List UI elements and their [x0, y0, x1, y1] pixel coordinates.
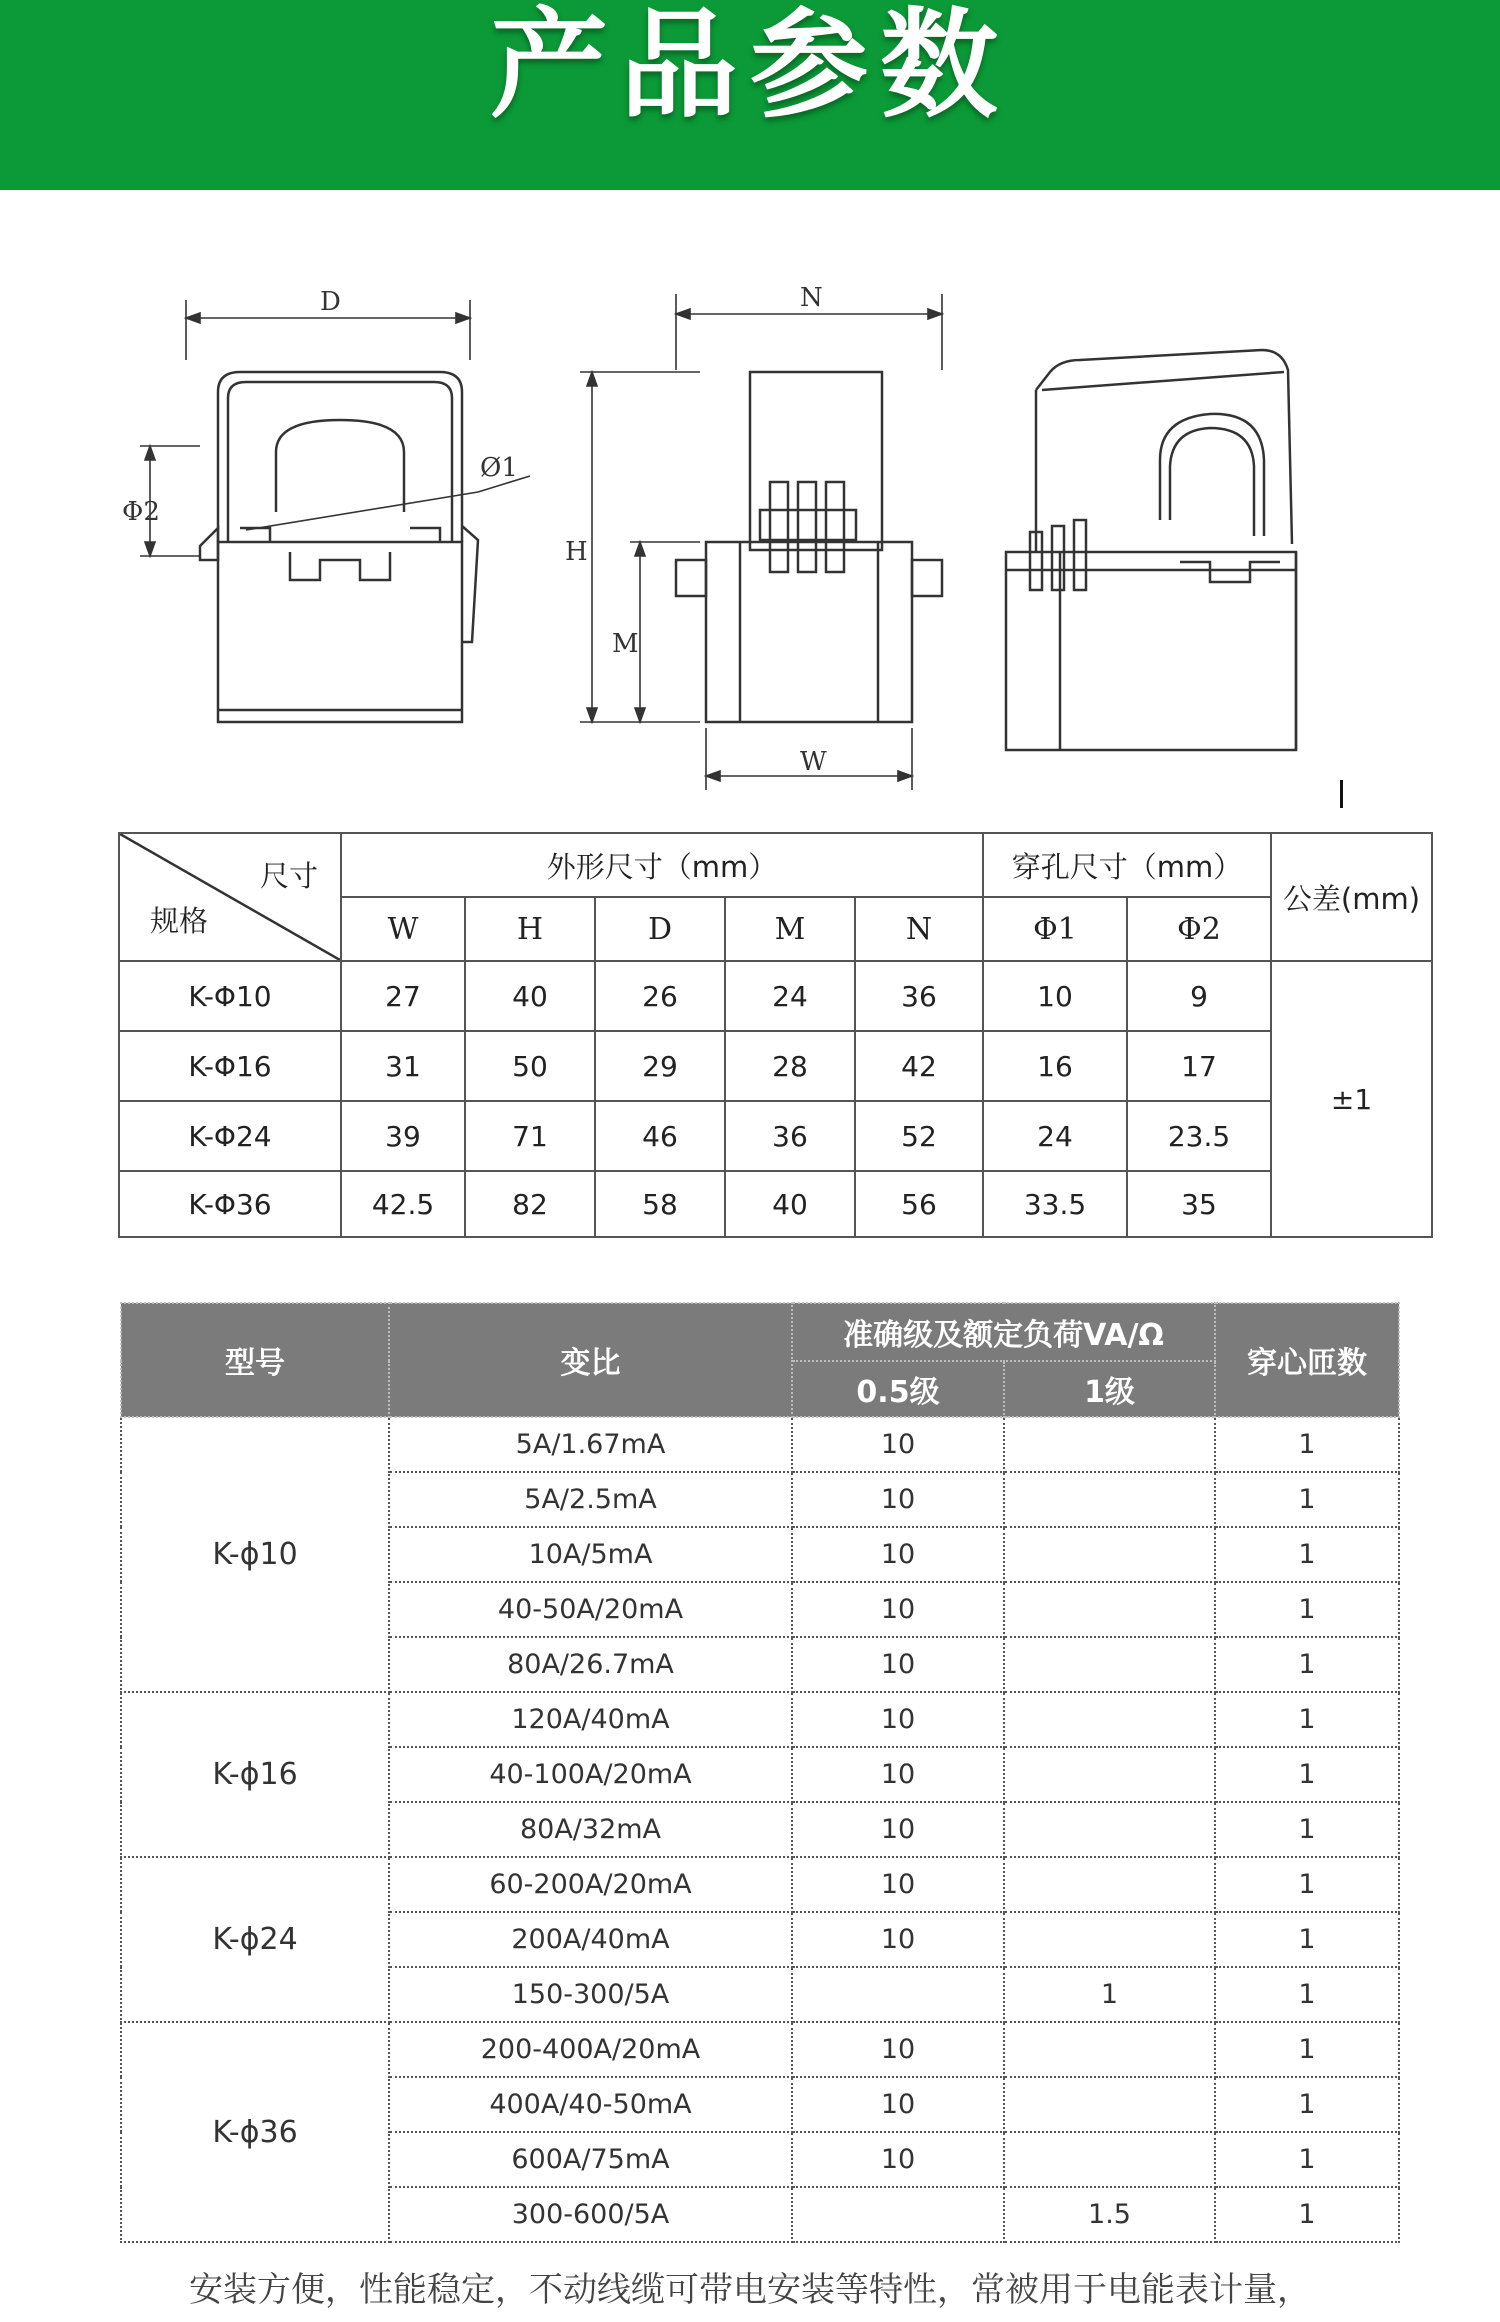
side-view-drawing — [676, 372, 942, 722]
ratio-cell: 600A/75mA — [389, 2132, 792, 2187]
value-cell: 24 — [983, 1101, 1127, 1171]
class-1-cell — [1004, 2022, 1215, 2077]
value-cell: 27 — [341, 961, 465, 1031]
ratio-cell: 40-50A/20mA — [389, 1582, 792, 1637]
class-1-cell — [1004, 1747, 1215, 1802]
class-05-cell: 10 — [792, 2132, 1004, 2187]
corner-top-label: 尺寸 — [259, 859, 318, 893]
turns-header: 穿心匝数 — [1215, 1303, 1399, 1417]
value-cell: 40 — [725, 1171, 855, 1237]
turns-cell: 1 — [1215, 1637, 1399, 1692]
class-05-cell: 10 — [792, 1527, 1004, 1582]
turns-cell: 1 — [1215, 1857, 1399, 1912]
class-05-cell — [792, 2187, 1004, 2242]
text-cursor-mark — [1340, 780, 1343, 808]
label-phi1: Ø1 — [480, 453, 518, 483]
front-view-drawing — [200, 372, 478, 722]
model-cell: K-ϕ16 — [121, 1692, 389, 1857]
class-05-cell: 10 — [792, 1637, 1004, 1692]
col-header-d: D — [595, 897, 725, 961]
class-05-cell: 10 — [792, 1692, 1004, 1747]
value-cell: 42 — [855, 1031, 983, 1101]
table-row — [121, 1692, 1399, 1747]
class-05-cell: 10 — [792, 2077, 1004, 2132]
table-row — [119, 1171, 1432, 1237]
class-1-cell — [1004, 2132, 1215, 2187]
ratio-cell: 400A/40-50mA — [389, 2077, 792, 2132]
outline-size-header: 外形尺寸（mm） — [341, 833, 983, 897]
value-cell: 52 — [855, 1101, 983, 1171]
ratio-cell: 80A/26.7mA — [389, 1637, 792, 1692]
ratio-cell: 120A/40mA — [389, 1692, 792, 1747]
class-05-header: 0.5级 — [792, 1361, 1004, 1417]
class-05-cell: 10 — [792, 1802, 1004, 1857]
value-cell: 33.5 — [983, 1171, 1127, 1237]
product-drawings — [0, 280, 1500, 820]
table-row — [121, 2022, 1399, 2077]
turns-cell: 1 — [1215, 1747, 1399, 1802]
table-row — [119, 1101, 1432, 1171]
value-cell: 82 — [465, 1171, 595, 1237]
class-05-cell: 10 — [792, 1857, 1004, 1912]
ratio-cell: 300-600/5A — [389, 2187, 792, 2242]
ratio-cell: 10A/5mA — [389, 1527, 792, 1582]
turns-cell: 1 — [1215, 2022, 1399, 2077]
value-cell: 46 — [595, 1101, 725, 1171]
value-cell: 50 — [465, 1031, 595, 1101]
corner-bottom-label: 规格 — [150, 904, 209, 938]
label-phi2: Φ2 — [122, 497, 160, 527]
turns-cell: 1 — [1215, 1802, 1399, 1857]
class-1-cell — [1004, 1802, 1215, 1857]
corner-header-cell — [119, 833, 341, 961]
value-cell: 58 — [595, 1171, 725, 1237]
turns-cell: 1 — [1215, 1417, 1399, 1472]
ratio-cell: 5A/2.5mA — [389, 1472, 792, 1527]
value-cell: 36 — [725, 1101, 855, 1171]
turns-cell: 1 — [1215, 1692, 1399, 1747]
value-cell: 36 — [855, 961, 983, 1031]
value-cell: 29 — [595, 1031, 725, 1101]
spec-cell: K-Φ24 — [119, 1101, 341, 1171]
ratio-cell: 200A/40mA — [389, 1912, 792, 1967]
isometric-view-drawing — [1006, 350, 1296, 750]
col-header-w: W — [341, 897, 465, 961]
tolerance-value: ±1 — [1271, 961, 1432, 1237]
dimension-table — [118, 832, 1433, 1238]
table-row — [119, 961, 1432, 1031]
value-cell: 24 — [725, 961, 855, 1031]
value-cell: 23.5 — [1127, 1101, 1271, 1171]
class-1-header: 1级 — [1004, 1361, 1215, 1417]
turns-cell: 1 — [1215, 1582, 1399, 1637]
accuracy-header: 准确级及额定负荷VA/Ω — [792, 1303, 1215, 1361]
class-1-cell: 1 — [1004, 1967, 1215, 2022]
class-05-cell: 10 — [792, 1417, 1004, 1472]
page-title: 产品参数 — [489, 0, 1010, 134]
spec-cell: K-Φ10 — [119, 961, 341, 1031]
class-05-cell: 10 — [792, 1472, 1004, 1527]
col-header-m: M — [725, 897, 855, 961]
ratio-cell: 150-300/5A — [389, 1967, 792, 2022]
value-cell: 9 — [1127, 961, 1271, 1031]
class-05-cell: 10 — [792, 1912, 1004, 1967]
label-d: D — [320, 287, 341, 317]
label-n: N — [800, 283, 823, 313]
model-cell: K-ϕ24 — [121, 1857, 389, 2022]
class-1-cell: 1.5 — [1004, 2187, 1215, 2242]
ratio-cell: 80A/32mA — [389, 1802, 792, 1857]
turns-cell: 1 — [1215, 1912, 1399, 1967]
value-cell: 10 — [983, 961, 1127, 1031]
tolerance-header: 公差(mm) — [1271, 833, 1432, 961]
turns-cell: 1 — [1215, 1527, 1399, 1582]
class-1-cell — [1004, 1857, 1215, 1912]
turns-cell: 1 — [1215, 2132, 1399, 2187]
ratio-cell: 60-200A/20mA — [389, 1857, 792, 1912]
hole-size-header: 穿孔尺寸（mm） — [983, 833, 1271, 897]
value-cell: 39 — [341, 1101, 465, 1171]
value-cell: 31 — [341, 1031, 465, 1101]
col-header-n: N — [855, 897, 983, 961]
ratio-cell: 5A/1.67mA — [389, 1417, 792, 1472]
class-1-cell — [1004, 1637, 1215, 1692]
turns-cell: 1 — [1215, 2077, 1399, 2132]
table-row — [121, 1417, 1399, 1472]
turns-cell: 1 — [1215, 2187, 1399, 2242]
class-1-cell — [1004, 1417, 1215, 1472]
col-header-h: H — [465, 897, 595, 961]
class-05-cell: 10 — [792, 2022, 1004, 2077]
class-05-cell: 10 — [792, 1582, 1004, 1637]
turns-cell: 1 — [1215, 1967, 1399, 2022]
model-cell: K-ϕ36 — [121, 2022, 389, 2242]
label-w: W — [800, 747, 827, 777]
class-1-cell — [1004, 1692, 1215, 1747]
spec-cell: K-Φ16 — [119, 1031, 341, 1101]
bottom-caption: 安装方便，性能稳定，不动线缆可带电安装等特性，常被用于电能表计量， — [189, 2270, 1311, 2310]
class-1-cell — [1004, 2077, 1215, 2132]
table-row — [119, 1031, 1432, 1101]
model-header: 型号 — [121, 1303, 389, 1417]
label-h: H — [565, 537, 588, 567]
turns-cell: 1 — [1215, 1472, 1399, 1527]
col-header-phi2: Φ2 — [1127, 897, 1271, 961]
spec-cell: K-Φ36 — [119, 1171, 341, 1237]
value-cell: 28 — [725, 1031, 855, 1101]
label-m: M — [612, 629, 639, 659]
col-header-phi1: Φ1 — [983, 897, 1127, 961]
table-row — [121, 1857, 1399, 1912]
value-cell: 40 — [465, 961, 595, 1031]
class-1-cell — [1004, 1527, 1215, 1582]
value-cell: 71 — [465, 1101, 595, 1171]
header-banner — [0, 0, 1500, 190]
class-1-cell — [1004, 1582, 1215, 1637]
class-05-cell — [792, 1967, 1004, 2022]
ratio-cell: 200-400A/20mA — [389, 2022, 792, 2077]
value-cell: 35 — [1127, 1171, 1271, 1237]
ratio-header: 变比 — [389, 1303, 792, 1417]
class-1-cell — [1004, 1912, 1215, 1967]
value-cell: 42.5 — [341, 1171, 465, 1237]
model-cell: K-ϕ10 — [121, 1417, 389, 1692]
class-1-cell — [1004, 1472, 1215, 1527]
value-cell: 26 — [595, 961, 725, 1031]
value-cell: 56 — [855, 1171, 983, 1237]
class-05-cell: 10 — [792, 1747, 1004, 1802]
value-cell: 16 — [983, 1031, 1127, 1101]
ratio-cell: 40-100A/20mA — [389, 1747, 792, 1802]
ratio-table — [120, 1302, 1400, 2243]
value-cell: 17 — [1127, 1031, 1271, 1101]
